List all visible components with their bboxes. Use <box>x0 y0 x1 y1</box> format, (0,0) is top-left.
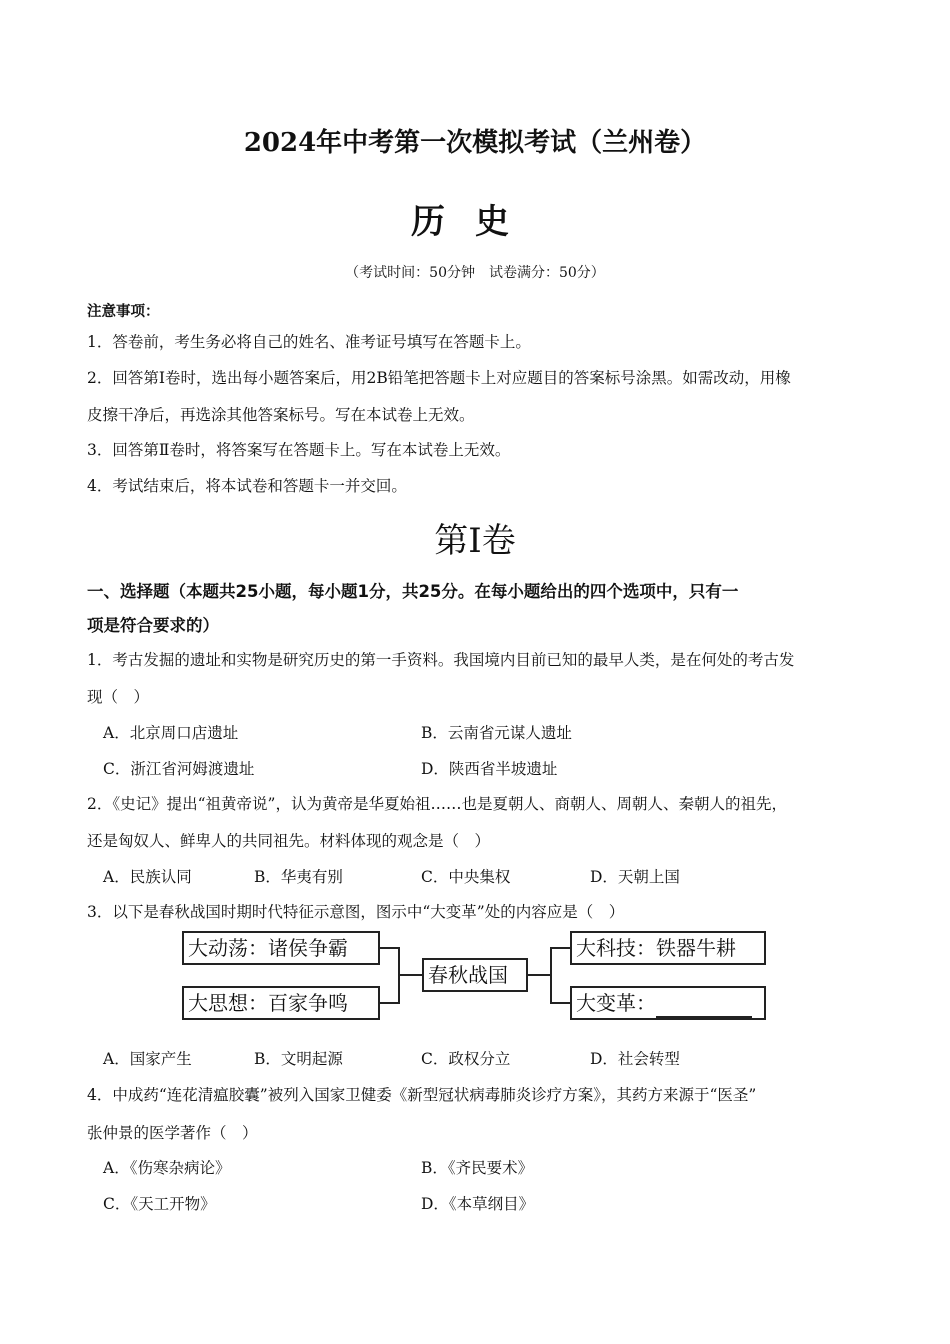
option-b: B．文明起源 <box>254 1050 343 1068</box>
connector-line <box>528 974 552 976</box>
diagram-box-reform <box>570 986 766 1020</box>
connector-line <box>550 1002 570 1004</box>
question-1-stem: 现（ ） <box>87 688 150 706</box>
option-b: B．云南省元谋人遗址 <box>421 724 572 742</box>
question-2-stem: 还是匈奴人、鲜卑人的共同祖先。材料体现的观念是（ ） <box>87 832 491 850</box>
option-a: A．《伤寒杂病论》 <box>103 1159 231 1177</box>
option-d: D．《本草纲目》 <box>421 1195 535 1213</box>
volume-title: 第Ⅰ卷 <box>434 521 516 561</box>
subject-title: 历史 <box>411 202 539 242</box>
section-heading: 一、选择题（本题共25小题，每小题1分，共25分。在每小题给出的四个选项中，只有一 <box>87 582 739 601</box>
note-item: 1．答卷前，考生务必将自己的姓名、准考证号填写在答题卡上。 <box>87 333 531 351</box>
option-c: C．中央集权 <box>421 868 511 886</box>
section-heading: 项是符合要求的） <box>87 616 219 635</box>
question-4-stem: 4．中成药“连花清瘟胶囊”被列入国家卫健委《新型冠状病毒肺炎诊疗方案》，其药方来源于“医圣” <box>87 1086 757 1104</box>
notes-heading: 注意事项： <box>87 304 160 320</box>
note-item: 2．回答第Ⅰ卷时，选出每小题答案后，用2B铅笔把答题卡上对应题目的答案标号涂黑。如需改动，用橡 <box>87 369 791 387</box>
connector-line <box>550 947 552 1004</box>
answer-blank <box>656 994 752 1018</box>
option-a: A．民族认同 <box>103 868 192 886</box>
option-b: B．《齐民要术》 <box>421 1159 534 1177</box>
diagram-box-turmoil: 大动荡：诸侯争霸 <box>182 931 380 965</box>
question-1-stem: 1．考古发掘的遗址和实物是研究历史的第一手资料。我国境内目前已知的最早人类，是在何处的考古发 <box>87 651 795 669</box>
option-c: C．政权分立 <box>421 1050 511 1068</box>
option-c: C．《天工开物》 <box>103 1195 216 1213</box>
diagram-box-technology: 大科技：铁器牛耕 <box>570 931 766 965</box>
option-c: C．浙江省河姆渡遗址 <box>103 760 255 778</box>
connector-line <box>380 947 400 949</box>
question-3-stem: 3．以下是春秋战国时期时代特征示意图，图示中“大变革”处的内容应是（ ） <box>87 903 625 921</box>
diagram-box-reform-label: 大变革： <box>576 991 656 1015</box>
connector-line <box>398 974 422 976</box>
era-features-diagram <box>180 925 770 1025</box>
note-item: 3．回答第Ⅱ卷时，将答案写在答题卡上。写在本试卷上无效。 <box>87 441 511 459</box>
option-a: A．国家产生 <box>103 1050 192 1068</box>
question-2-stem: 2．《史记》提出“祖黄帝说”，认为黄帝是华夏始祖……也是夏朝人、商朝人、周朝人、秦朝人的祖先， <box>87 795 787 813</box>
note-item: 皮擦干净后，再选涂其他答案标号。写在本试卷上无效。 <box>87 406 475 424</box>
exam-title: 2024年中考第一次模拟考试（兰州卷） <box>243 128 707 158</box>
diagram-box-thought: 大思想：百家争鸣 <box>182 986 380 1020</box>
exam-info: （考试时间：50分钟 试卷满分：50分） <box>345 265 605 281</box>
connector-line <box>380 1002 400 1004</box>
note-item: 4．考试结束后，将本试卷和答题卡一并交回。 <box>87 477 407 495</box>
option-d: D．天朝上国 <box>590 868 680 886</box>
option-a: A．北京周口店遗址 <box>103 724 239 742</box>
option-d: D．社会转型 <box>590 1050 680 1068</box>
connector-line <box>550 947 570 949</box>
option-d: D．陕西省半坡遗址 <box>421 760 558 778</box>
option-b: B．华夷有别 <box>254 868 343 886</box>
question-4-stem: 张仲景的医学著作（ ） <box>87 1124 258 1142</box>
diagram-box-center: 春秋战国 <box>422 958 528 992</box>
